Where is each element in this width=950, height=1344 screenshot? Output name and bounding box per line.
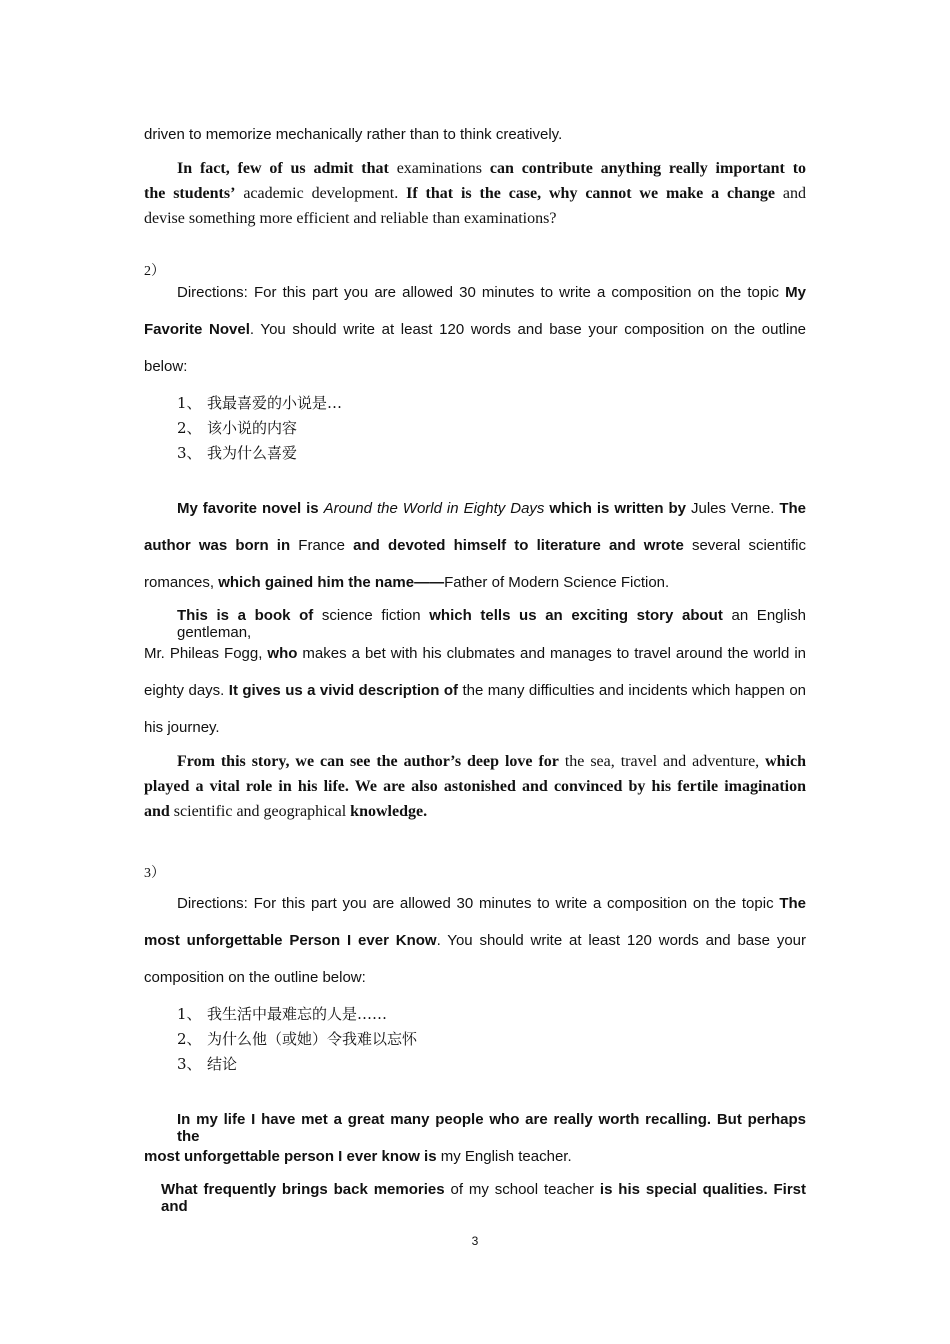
paragraph-line: [144, 778, 806, 796]
text-run: France: [298, 537, 345, 554]
text-run: makes a bet with his clubmates and manages to travel around the world in: [302, 645, 807, 662]
text-run: my English teacher.: [440, 1148, 572, 1165]
text-run: . You should write at least 120 words and base your composition on the outline: [249, 321, 807, 338]
text-run: the many difficulties and incidents which happen on: [462, 682, 807, 699]
text-run: and: [782, 185, 807, 202]
text-run: driven to memorize mechanically rather than to think creatively.: [144, 126, 563, 143]
bold-text: If that is the case, why cannot we make a change: [406, 185, 776, 202]
text-run: Father of Modern Science Fiction.: [444, 574, 670, 591]
paragraph-line: [177, 607, 806, 641]
paragraph-line: [161, 1181, 806, 1215]
paragraph-line: [144, 210, 806, 228]
section-number: 2）: [144, 264, 165, 279]
outline-text: 我最喜爱的小说是…: [207, 394, 343, 412]
paragraph-line: [177, 500, 806, 517]
bold-text: What frequently brings back memories: [161, 1181, 445, 1198]
paragraph-line: [177, 1111, 806, 1145]
paragraph-line: [144, 1148, 806, 1165]
paragraph-line: [144, 126, 806, 143]
bold-text: It gives us a vivid description of: [228, 682, 459, 699]
outline-text: 我为什么喜爱: [207, 444, 298, 462]
topic-title: My: [785, 284, 806, 301]
bold-text: My favorite novel is: [177, 500, 319, 517]
topic-title: The: [779, 895, 807, 912]
paragraph-line: [144, 185, 806, 203]
text-run: . You should write at least 120 words and base your: [436, 932, 806, 949]
text-run: Jules Verne.: [691, 500, 775, 517]
outline-text: 为什么他（或她）令我难以忘怀: [207, 1030, 418, 1048]
directions-line: [144, 932, 806, 949]
outline-number: 1、: [177, 394, 202, 412]
bold-text: This is a book of: [177, 607, 314, 624]
bold-text: who: [267, 645, 298, 662]
bold-text: knowledge.: [350, 803, 428, 820]
text-run: his journey.: [144, 719, 220, 736]
outline-item: [177, 417, 297, 438]
text-run: romances,: [144, 574, 215, 591]
bold-text: can contribute anything really important to: [489, 160, 807, 177]
bold-text: In my life I have met a great many people who are really worth recalling. But perhaps the: [177, 1111, 806, 1145]
bold-text: which: [765, 753, 807, 770]
directions-line: [144, 358, 806, 375]
paragraph-line: [144, 537, 806, 554]
outline-item: [177, 1003, 387, 1024]
text-run: science fiction: [321, 607, 421, 624]
outline-number: 1、: [177, 1005, 202, 1023]
text-run: devise something more efficient and reliable than examinations?: [144, 210, 557, 227]
text-run: Directions: For this part you are allowed 30 minutes to write a composition on the topic: [177, 895, 774, 912]
bold-text: which tells us an exciting story about: [429, 607, 723, 624]
outline-number: 2、: [177, 419, 202, 437]
bold-text: In fact, few of us admit that: [177, 160, 389, 177]
outline-item: [177, 1028, 417, 1049]
text-run: academic development.: [243, 185, 399, 202]
text-run: examinations: [396, 160, 483, 177]
paragraph-line: [177, 753, 806, 771]
directions-line: [144, 969, 806, 986]
outline-number: 2、: [177, 1030, 202, 1048]
bold-text: played a vital role in his life. We are also astonished and convinced by his fertile imagination: [144, 778, 806, 795]
outline-number: 3、: [177, 444, 202, 462]
text-run: several scientific: [691, 537, 806, 554]
text-run: of my school teacher: [450, 1181, 595, 1198]
paragraph-line: [144, 574, 806, 591]
bold-text: and: [144, 803, 170, 820]
text-run: Directions: For this part you are allowed 30 minutes to write a composition on the topic: [177, 284, 780, 301]
text-run: the sea, travel and adventure,: [564, 753, 760, 770]
outline-number: 3、: [177, 1055, 202, 1073]
topic-title: most unforgettable Person I ever Know: [144, 932, 437, 949]
section-number: 3）: [144, 866, 165, 881]
text-run: scientific and geographical: [173, 803, 347, 820]
bold-text: and devoted himself to literature and wrote: [353, 537, 684, 554]
bold-text: The: [779, 500, 807, 517]
paragraph-line: [144, 719, 806, 736]
text-run: eighty days.: [144, 682, 225, 699]
outline-text: 结论: [207, 1055, 238, 1073]
bold-text: is his special qualities. First and: [161, 1181, 807, 1215]
outline-item: [177, 442, 297, 463]
directions-line: [177, 895, 806, 912]
text-run: Mr. Phileas Fogg,: [144, 645, 263, 662]
outline-item: [177, 1053, 237, 1074]
paragraph-line: [144, 803, 806, 821]
paragraph-line: [144, 645, 806, 662]
outline-text: 我生活中最难忘的人是……: [207, 1005, 388, 1023]
topic-title: Favorite Novel: [144, 321, 250, 338]
bold-text: which is written by: [549, 500, 687, 517]
text-run: an English gentleman,: [177, 607, 807, 641]
directions-line: [177, 284, 806, 301]
paragraph-line: [177, 160, 806, 178]
page-number: 3: [471, 1234, 479, 1248]
book-title: Around the World in Eighty Days: [323, 500, 545, 517]
bold-text: most unforgettable person I ever know is: [144, 1148, 437, 1165]
paragraph-line: [144, 682, 806, 699]
bold-text: the students’: [144, 185, 236, 202]
outline-text: 该小说的内容: [207, 419, 298, 437]
bold-text: From this story, we can see the author’s deep love for: [177, 753, 559, 770]
text-run: composition on the outline below:: [144, 969, 366, 986]
bold-text: which gained him the name——: [218, 574, 445, 591]
text-run: below:: [144, 358, 188, 375]
bold-text: author was born in: [144, 537, 291, 554]
outline-item: [177, 392, 342, 413]
directions-line: [144, 321, 806, 338]
